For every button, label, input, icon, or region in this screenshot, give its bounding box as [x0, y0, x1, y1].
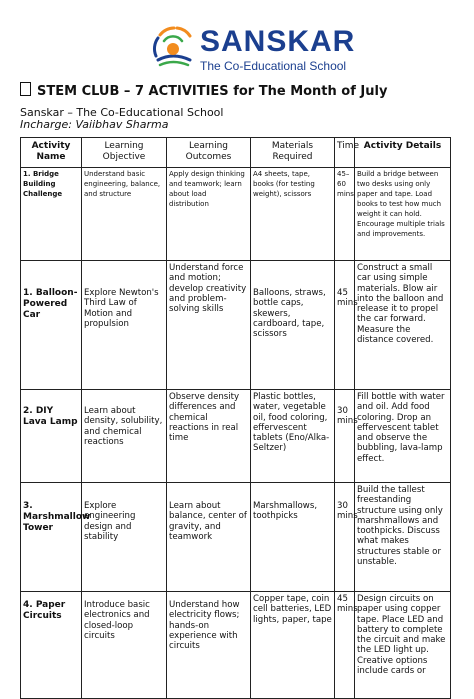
- table-row: [21, 483, 451, 592]
- brand-tagline: The Co-Educational School: [200, 59, 347, 73]
- cell-activity-name: 1. Balloon-Powered Car: [21, 261, 82, 390]
- table-row: [21, 390, 451, 483]
- cell-materials: Copper tape, coin cell batteries, LED lights, paper, tape: [251, 592, 335, 699]
- header-time: Time: [335, 138, 355, 168]
- cell-time: 45–60 mins: [335, 168, 355, 261]
- table-row: [21, 261, 451, 390]
- school-name: Sanskar – The Co-Educational School: [20, 106, 224, 119]
- cell-outcomes: Apply design thinking and teamwork; learn about load distribution: [167, 168, 251, 261]
- school-logo: [148, 22, 356, 76]
- cell-time: 30 mins: [335, 483, 355, 592]
- header-learning-objective: Learning Objective: [82, 138, 167, 168]
- cell-materials: Balloons, straws, bottle caps, skewers, cardboard, tape, scissors: [251, 261, 335, 390]
- cell-activity-name: 2. DIY Lava Lamp: [21, 390, 82, 483]
- cell-outcomes: Observe density differences and chemical reactions in real time: [167, 390, 251, 483]
- cell-materials: Plastic bottles, water, vegetable oil, food coloring, effervescent tablets (Eno/Alka-Seltzer): [251, 390, 335, 483]
- header-learning-outcomes: Learning Outcomes: [167, 138, 251, 168]
- cell-details: Design circuits on paper using copper tape. Place LED and battery to complete the circuit and make the LED light up. Creative options include cards or: [355, 592, 451, 699]
- cell-outcomes: Learn about balance, center of gravity, and teamwork: [167, 483, 251, 592]
- cell-details: Fill bottle with water and oil. Add food coloring. Drop an effervescent tablet and observe the bubbling, lava-lamp effect.: [355, 390, 451, 483]
- title-text: STEM CLUB – 7 ACTIVITIES for The Month of July: [37, 84, 388, 99]
- cell-activity-name: 3. Marshmallow Tower: [21, 483, 82, 592]
- cell-details: Construct a small car using simple materials. Blow air into the balloon and release it to propel the car forward. Measure the distance covered.: [355, 261, 451, 390]
- cell-time: 30 mins: [335, 390, 355, 483]
- cell-activity-name: 1. Bridge Building Challenge: [21, 168, 82, 261]
- sun-emblem-icon: [148, 22, 198, 74]
- table-header-row: [21, 138, 451, 168]
- cell-outcomes: Understand force and motion; develop creativity and problem-solving skills: [167, 261, 251, 390]
- header-activity-name: Activity Name: [21, 138, 82, 168]
- brand-name: SANSKAR: [200, 25, 356, 58]
- header-activity-details: Activity Details: [355, 138, 451, 168]
- cell-objective: Learn about density, solubility, and chemical reactions: [82, 390, 167, 483]
- document-title: [20, 82, 387, 99]
- table-row: [21, 168, 451, 261]
- cell-objective: Introduce basic electronics and closed-loop circuits: [82, 592, 167, 699]
- cell-outcomes: Understand how electricity flows; hands-on experience with circuits: [167, 592, 251, 699]
- activities-table: [20, 137, 451, 699]
- cell-details: Build a bridge between two desks using only paper and tape. Load books to test how much weight it can hold. Encourage multiple trials and improvements.: [355, 168, 451, 261]
- cell-objective: Understand basic engineering, balance, and structure: [82, 168, 167, 261]
- incharge-line: Incharge: Vaiibhav Sharma: [20, 118, 169, 131]
- cell-time: 45 mins: [335, 592, 355, 699]
- cell-details: Build the tallest freestanding structure using only marshmallows and toothpicks. Discuss what makes structures stable or unstable.: [355, 483, 451, 592]
- header-materials-required: Materials Required: [251, 138, 335, 168]
- cell-objective: Explore engineering design and stability: [82, 483, 167, 592]
- table-row: [21, 592, 451, 699]
- cell-activity-name: 4. Paper Circuits: [21, 592, 82, 699]
- cell-time: 45 mins: [335, 261, 355, 390]
- checkbox-glyph-icon: [20, 82, 31, 96]
- cell-materials: A4 sheets, tape, books (for testing weight), scissors: [251, 168, 335, 261]
- cell-objective: Explore Newton's Third Law of Motion and propulsion: [82, 261, 167, 390]
- cell-materials: Marshmallows, toothpicks: [251, 483, 335, 592]
